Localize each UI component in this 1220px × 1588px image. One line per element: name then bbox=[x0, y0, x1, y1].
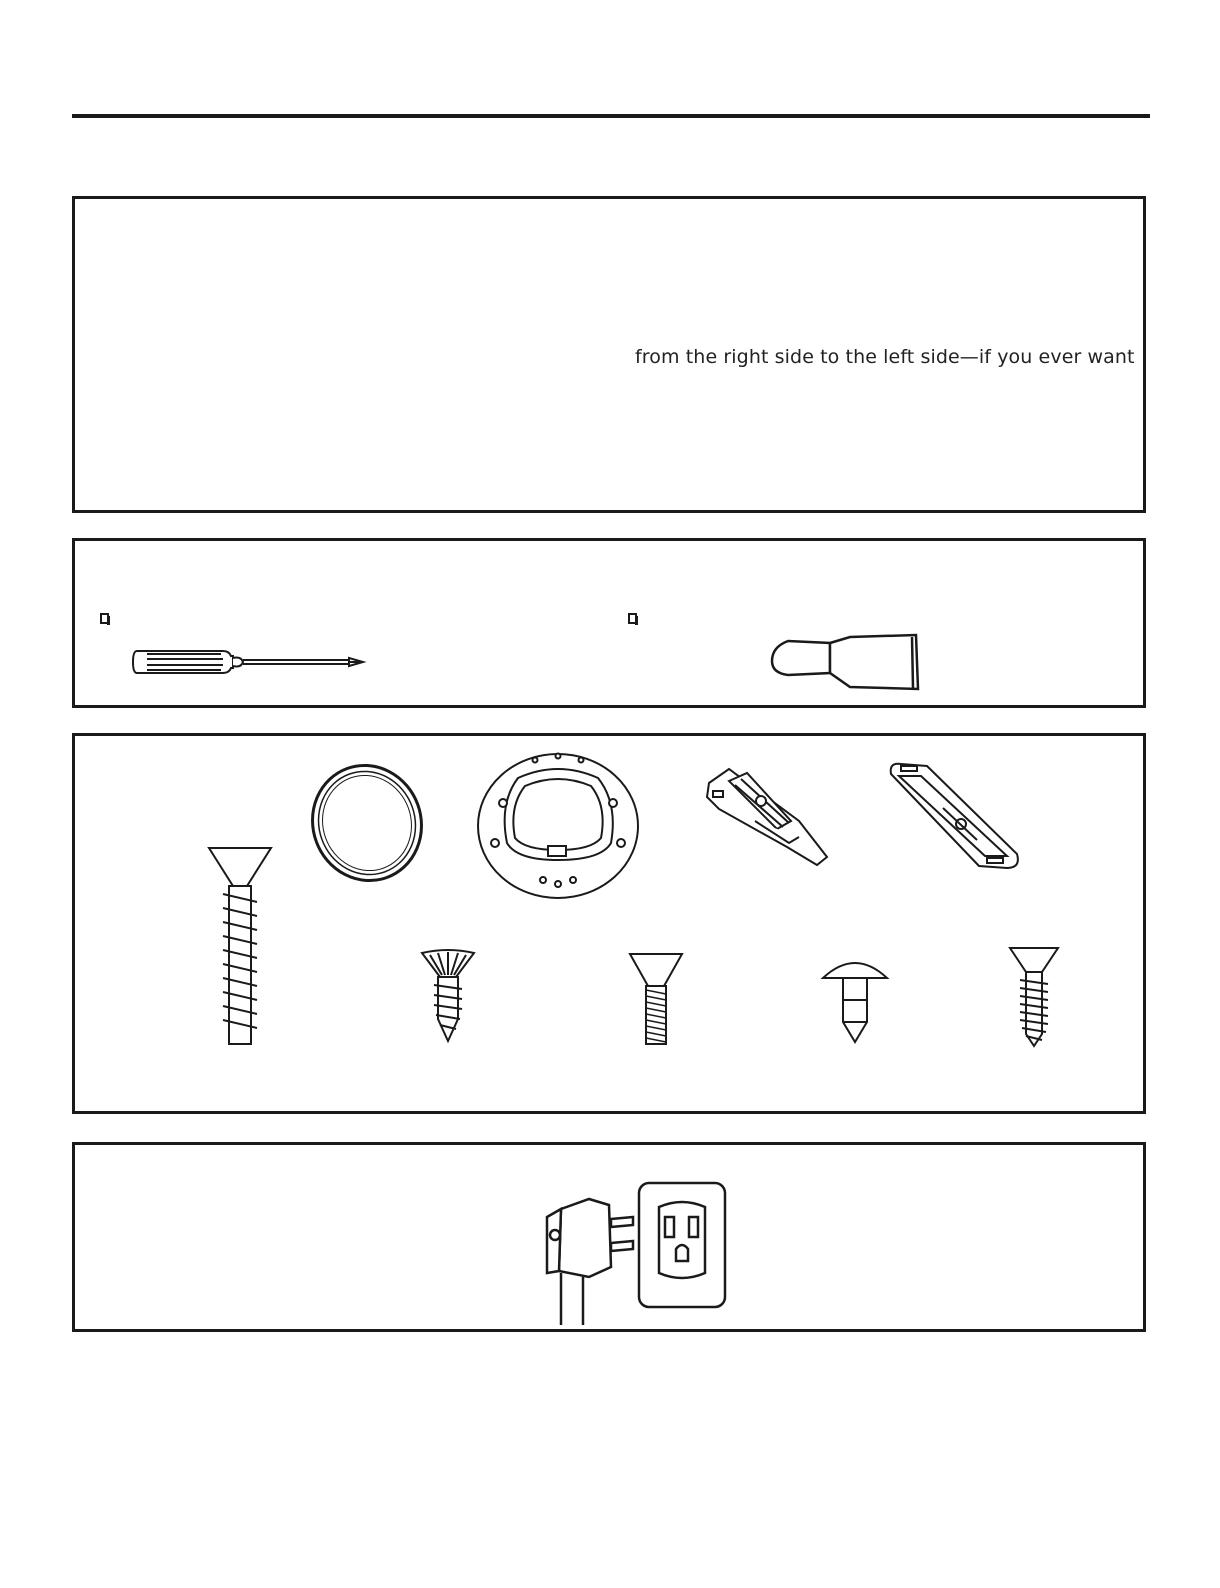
parts-panel bbox=[72, 733, 1146, 1114]
door-seal-ring-icon bbox=[307, 761, 427, 886]
long-screw-icon bbox=[207, 846, 273, 1046]
tool-checkbox-screwdriver[interactable] bbox=[100, 613, 109, 624]
tapping-screw-icon bbox=[418, 949, 478, 1044]
tools-panel bbox=[72, 538, 1146, 708]
unplug-power-cord-icon bbox=[539, 1177, 729, 1325]
plastic-rivet-plug-icon bbox=[819, 956, 891, 1046]
intro-text-line: from the right side to the left side—if you ever want bbox=[635, 346, 1135, 368]
intro-panel bbox=[72, 196, 1146, 513]
hinge-bracket-icon bbox=[699, 761, 834, 871]
putty-knife-icon bbox=[770, 633, 923, 693]
strike-plate-icon bbox=[887, 758, 1023, 874]
tool-checkbox-putty-knife[interactable] bbox=[628, 613, 637, 624]
machine-screw-icon bbox=[628, 952, 684, 1047]
door-frame-icon bbox=[473, 748, 643, 903]
power-panel bbox=[72, 1142, 1146, 1332]
phillips-screwdriver-icon bbox=[131, 641, 367, 683]
flat-head-screw-icon bbox=[1008, 946, 1060, 1048]
header-rule bbox=[72, 114, 1150, 118]
